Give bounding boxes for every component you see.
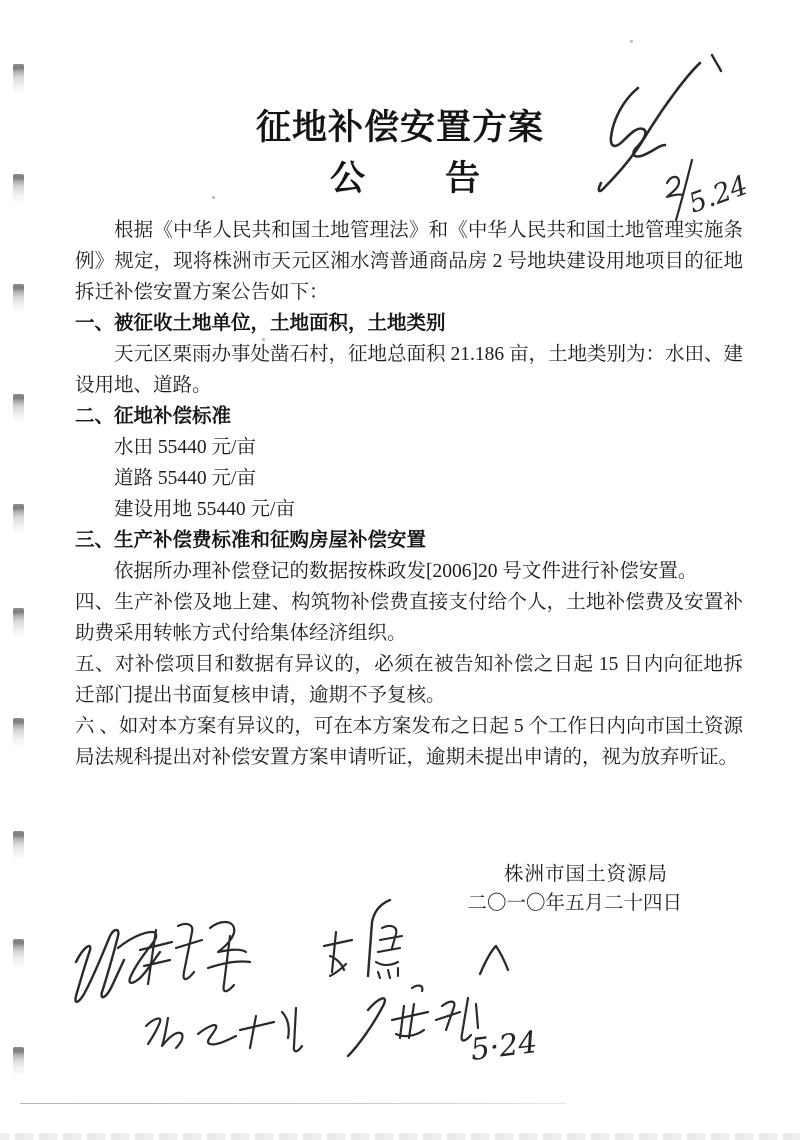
clause-6: 六 、如对本方案有异议的，可在本方案发布之日起 5 个工作日内向市国土资源局法规科提出对补偿安置方案申请听证，逾期未提出申请的，视为放弃听证。 — [75, 716, 743, 768]
clause-4: 四、生产补偿及地上建、构筑物补偿费直接支付给个人，土地补偿费及安置补助费采用转帐方式付给集体经济组织。 — [75, 592, 743, 644]
document-subtitle: 公告 — [330, 159, 561, 198]
binder-mark — [13, 504, 24, 534]
scan-artifact-line — [20, 1103, 566, 1104]
handwritten-date-bottom: 5·24 — [468, 1025, 540, 1068]
binder-mark — [13, 174, 24, 204]
binder-mark — [13, 608, 24, 638]
compensation-rate-construction-land: 建设用地 55440 元/亩 — [114, 499, 295, 520]
compensation-rate-road: 道路 55440 元/亩 — [114, 468, 256, 489]
binder-mark — [13, 394, 24, 424]
handwritten-signatures — [60, 888, 580, 1088]
document-title: 征地补偿安置方案 — [255, 108, 544, 147]
binder-mark — [13, 718, 24, 748]
section-1-heading: 一、被征收土地单位，土地面积，土地类别 — [75, 313, 446, 334]
scan-speck — [630, 40, 633, 43]
section-2-heading: 二、征地补偿标准 — [75, 406, 232, 427]
section-3-heading: 三、生产补偿费标准和征购房屋补偿安置 — [75, 530, 427, 551]
handwritten-date-top: 5.24 — [684, 169, 752, 220]
binder-mark — [13, 1047, 24, 1077]
binder-mark — [13, 64, 24, 94]
scan-speck — [212, 196, 215, 199]
section-3-body: 依据所办理补偿登记的数据按株政发[2006]20 号文件进行补偿安置。 — [114, 561, 698, 582]
issue-date: 二〇一〇年五月二十四日 — [467, 892, 682, 914]
intro-paragraph: 根据《中华人民共和国土地管理法》和《中华人民共和国土地管理实施条例》规定，现将株洲市天元区湘水湾普通商品房 2 号地块建设用地项目的征地拆迁补偿安置方案公告如下： — [75, 220, 743, 303]
document-body — [75, 215, 743, 773]
binder-mark — [13, 284, 24, 314]
section-1-body: 天元区栗雨办事处凿石村，征地总面积 21.186 亩，土地类别为：水田、建设用地、道路。 — [75, 344, 743, 396]
binder-mark — [13, 939, 24, 969]
binder-mark — [13, 831, 24, 861]
clause-5: 五、对补偿项目和数据有异议的，必须在被告知补偿之日起 15 日内向征地拆迁部门提出书面复核申请，逾期不予复核。 — [75, 654, 743, 706]
issuing-authority: 株洲市国土资源局 — [503, 864, 668, 885]
signature-scribble-icon — [75, 900, 508, 1056]
compensation-rate-paddy-field: 水田 55440 元/亩 — [114, 437, 256, 458]
scan-noise-band — [0, 1133, 800, 1140]
